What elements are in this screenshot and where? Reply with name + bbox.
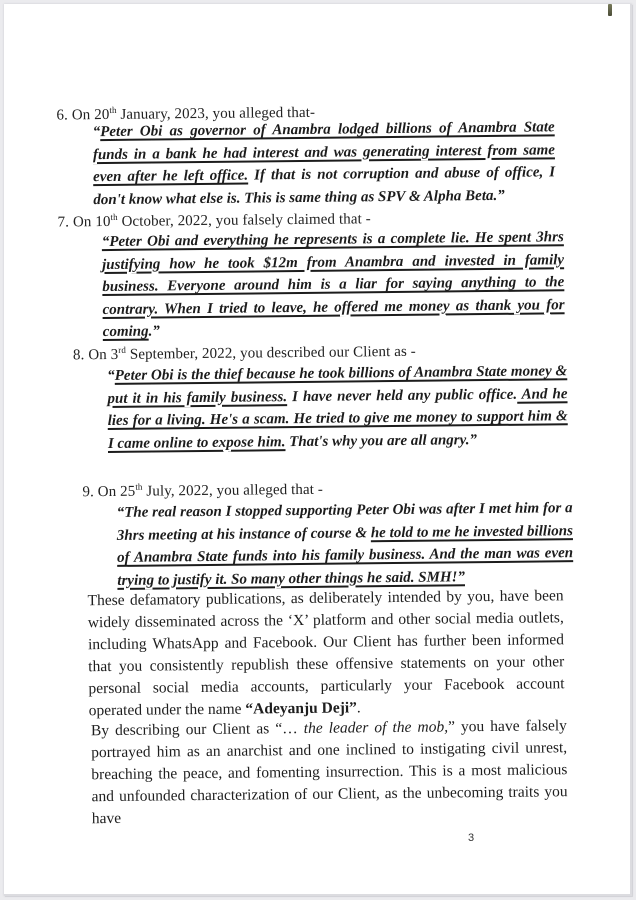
underlined-text: “Peter Obi and everything he represents is a complete lie. He spent 3hrs justifying how he took $12m from Anambra and invested in family business. Everyone around him is a liar for saying anything to the contrary. When I tried to leave, he offered me money as thank you for coming: [101, 229, 565, 341]
item-number: 7.: [57, 214, 70, 231]
facebook-account-name: “Adeyanju Deji”: [245, 699, 357, 718]
item-8-quote: “Peter Obi is the thief because he took billions of Anambra State money & put it in his family business. I have never held any public office. And he lies for a living. He's a scam. He tried to give me money to support him & I came online to expose him. That's why you are all angry.”: [107, 363, 568, 452]
page-number: 3: [468, 832, 475, 844]
underlined-text: he told to me he invested billions of Anambra State funds into his family business. And the man was even trying to justify it. So many other things he said. SMH!”: [117, 522, 574, 589]
item-8-heading: 8. On 3rd September, 2022, you described our Client as -: [72, 343, 416, 364]
underlined-text: And he lies for a living. He's a scam. He tried to give me money to support him & I came online to expose him.: [107, 385, 568, 452]
item-number: 6.: [56, 107, 69, 124]
item-9-heading: 9. On 25th July, 2022, you alleged that -: [82, 481, 324, 501]
item-6-heading: 6. On 20th January, 2023, you alleged that-: [56, 104, 316, 124]
underlined-text: Peter Obi as governor of Anambra lodged billions of Anambra State funds in a bank he had interest and was generating interest from same even after he left office.: [92, 119, 555, 186]
underlined-text: Peter Obi is the thief because he took billions of Anambra State money & put it in his family business.: [107, 363, 568, 407]
quoted-phrase: the leader of the mob,: [303, 718, 449, 737]
item-7-heading: 7. On 10th October, 2022, you falsely claimed that -: [57, 211, 371, 231]
item-6-quote: “Peter Obi as governor of Anambra lodged billions of Anambra State funds in a bank he had interest and was generating interest from same even after he left office. If that is not corruption and abuse of office, I don't know what else is. This is same thing as SPV & Alpha Beta.”: [92, 119, 556, 208]
item-7-quote: “Peter Obi and everything he represents is a complete lie. He spent 3hrs justifying how he took $12m from Anambra and invested in family business. Everyone around him is a liar for saying anything to the contrary. When I tried to leave, he offered me money as thank you for coming.”: [101, 229, 565, 341]
body-paragraph-leader-of-mob: By describing our Client as “… the leader of the mob,” you have falsely portrayed him as an anarchist and one inclined to instigating civil unrest, breaching the peace, and fomenting insurrection. This is a most malicious and unfounded characterization of our Client, as the unbecoming traits you have: [90, 717, 568, 828]
item-number: 9.: [82, 484, 94, 501]
body-paragraph-publications: These defamatory publications, as deliberately intended by you, have been widely disseminated across the ‘X’ platform and other social media outlets, including WhatsApp and Facebook. Our Client has further been informed that you consistently republish these offensive statements on your other personal social media accounts, particularly your Facebook account operated under the name “Adeyanju Deji”.: [87, 587, 565, 720]
item-number: 8.: [72, 347, 85, 364]
item-9-quote: “The real reason I stopped supporting Peter Obi was after I met him for a 3hrs meeting at his instance of course & he told to me he invested billions of Anambra State funds into his family business. And the man was even trying to justify it. So many other things he said. SMH!”: [116, 500, 574, 589]
